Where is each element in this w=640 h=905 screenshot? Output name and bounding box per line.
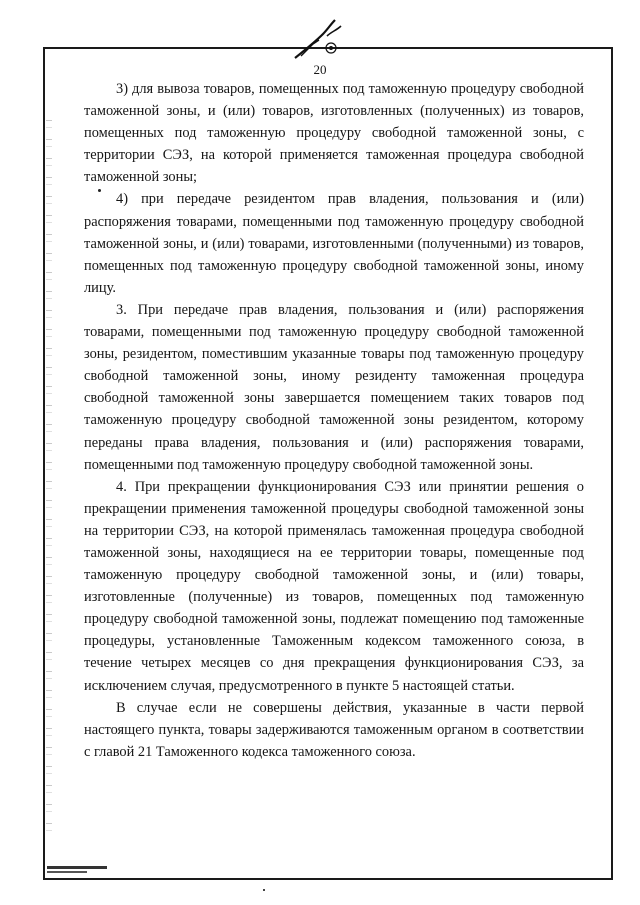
scan-tick-mark (98, 189, 101, 192)
paragraph-clause-4: 4. При прекращении функционирования СЭЗ или принятии решения о прекращении применения таможенной процедуры свободной таможенной зоны на территории СЭЗ, на которой применялась таможенная процедура свободной таможенной зоны, находящиеся на ее территории товары, помещенные под таможенную процедуру свободной таможенной зоны, и (или) товары, изготовленные (полученные) из товаров, помещенных под таможенную процедуру свободной таможенной зоны, подлежат помещению под таможенные процедуры, установленные Таможенным кодексом таможенного союза, в течение четырех месяцев со дня прекращения функционирования СЭЗ, за исключением случая, предусмотренного в пункте 5 настоящей статьи. (84, 478, 584, 694)
scan-bottom-marks (47, 862, 127, 876)
paragraph-clause-3: 3. При передаче прав владения, пользования и (или) распоряжения товарами, помещенными под таможенную процедуру свободной таможенной зоны, резидентом, поместившим указанные товары под таможенную процедуру свободной таможенной зоны, иному резиденту таможенная процедура свободной таможенной зоны завершается помещением таких товаров под таможенную процедуру свободной таможенной зоны резидентом, которому переданы права владения, пользования и (или) распоряжения товарами, помещенными под таможенную процедуру свободной таможенной зоны. (84, 301, 584, 473)
page-number: 20 (313, 62, 327, 77)
scan-dot (263, 889, 265, 891)
document-body (84, 78, 584, 763)
eagle-emblem-icon (291, 14, 351, 64)
scan-edge-artifact (46, 120, 52, 840)
paragraph-item-4: 4) при передаче резидентом прав владения, пользования и (или) распоряжения товарами, помещенными под таможенную процедуру свободной таможенной зоны, и (или) товарами, изготовленными (полученными) из товаров, помещенных под таможенную процедуру свободной таможенной зоны, иному лицу. (84, 191, 584, 296)
paragraph-item-3: 3) для вывоза товаров, помещенных под таможенную процедуру свободной таможенной зоны, и (или) товаров, изготовленных (полученных) из товаров, помещенных под таможенную процедуру свободной таможенной зоны, с территории СЭЗ, на которой применяется таможенная процедура свободной таможенной зоны; (84, 81, 584, 186)
paragraph-clause-4-part-2: В случае если не совершены действия, указанные в части первой настоящего пункта, товары задерживаются таможенным органом в соответствии с главой 21 Таможенного кодекса таможенного союза. (84, 699, 584, 760)
